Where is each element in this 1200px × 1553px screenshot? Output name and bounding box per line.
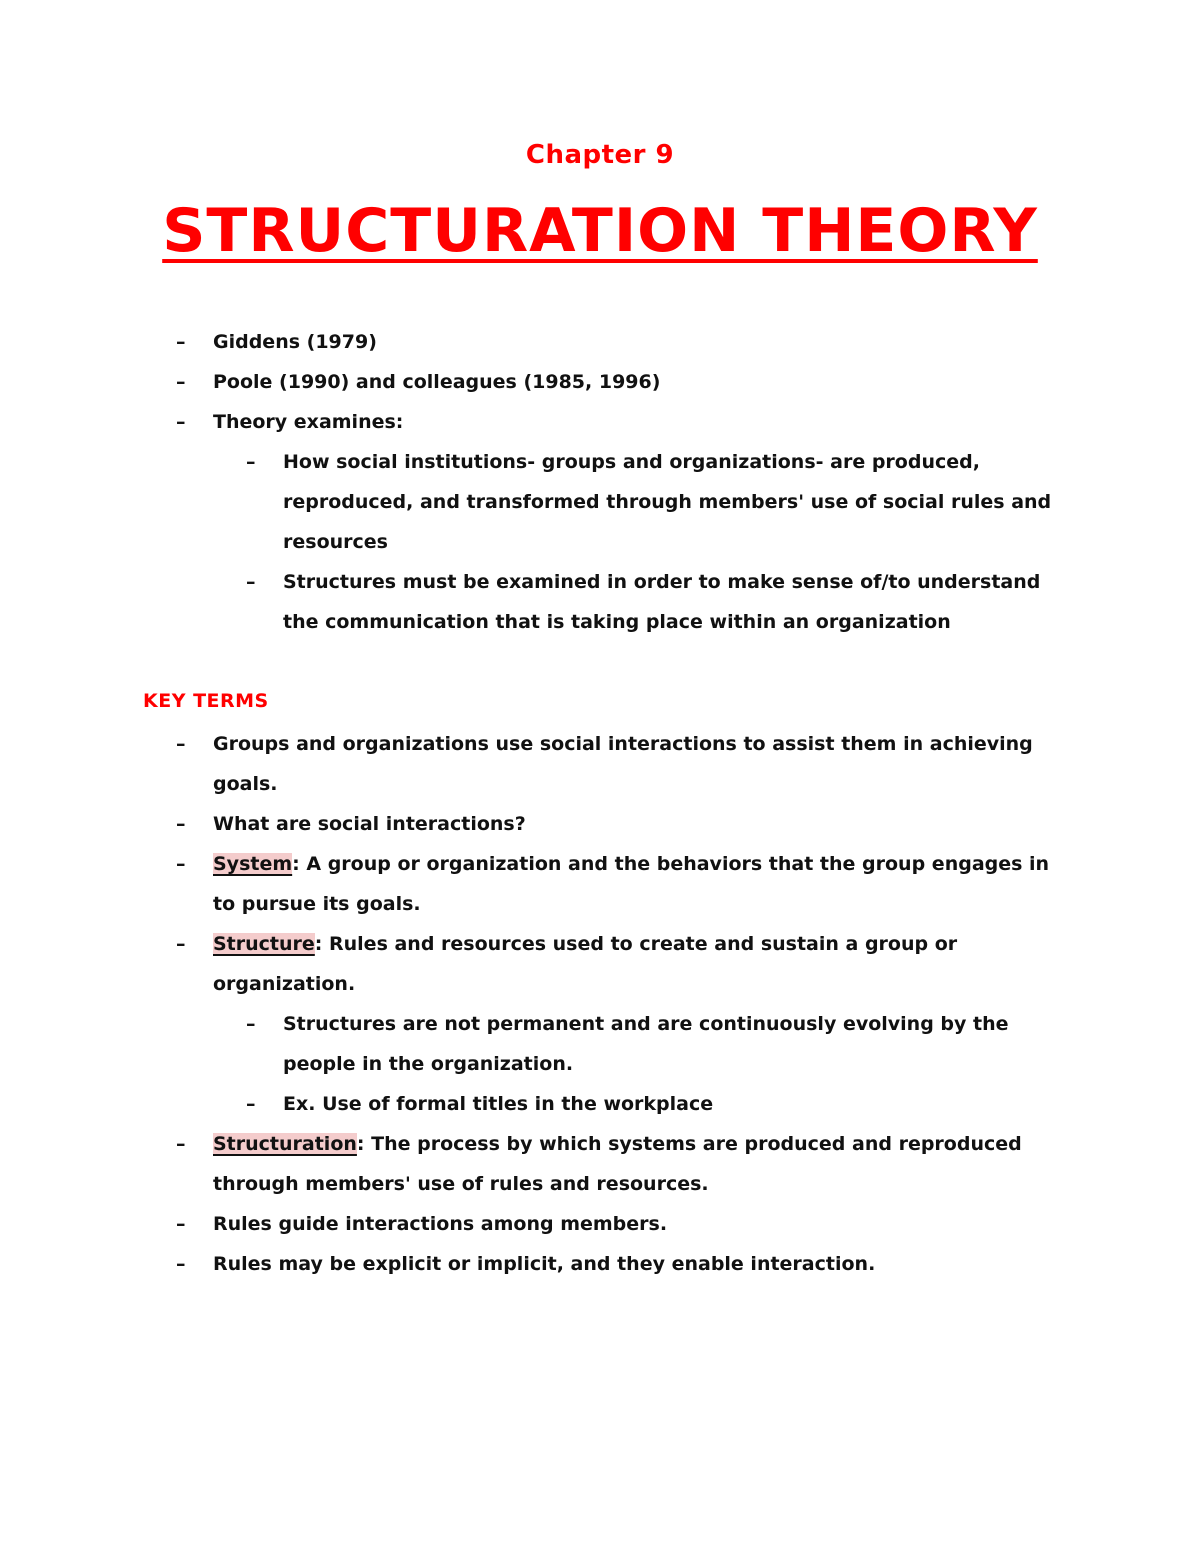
chapter-heading: Chapter 9 — [525, 140, 675, 170]
list-item — [0, 1204, 1200, 1244]
bullet-dash: – — [176, 933, 186, 955]
list-item-text: What are social interactions? — [213, 813, 526, 835]
key-terms-list — [0, 724, 1200, 1284]
term-system: System — [213, 853, 293, 875]
sub-list-item — [0, 562, 1200, 642]
term-structure: Structure — [213, 933, 315, 955]
list-item-text: Poole (1990) and colleagues (1985, 1996) — [213, 371, 661, 393]
list-item-text: Theory examines: — [213, 411, 404, 433]
list-item — [0, 804, 1200, 844]
list-item — [0, 1244, 1200, 1284]
sub-list-item — [0, 1084, 1200, 1124]
term-structuration: Structuration — [213, 1133, 357, 1155]
term-definition: : The process by which systems are produced and reproduced through members' use of rules and resources. — [213, 1133, 1022, 1195]
bullet-dash: – — [246, 571, 256, 593]
term-definition: : Rules and resources used to create and sustain a group or organization. — [213, 933, 958, 995]
intro-list — [0, 322, 1200, 642]
list-item — [0, 322, 1200, 362]
bullet-dash: – — [176, 411, 186, 433]
list-item-text: Giddens (1979) — [213, 331, 377, 353]
bullet-dash: – — [176, 813, 186, 835]
list-item — [0, 724, 1200, 804]
sub-list-item — [0, 442, 1200, 562]
bullet-dash: – — [176, 853, 186, 875]
list-item-text: Structures must be examined in order to make sense of/to understand the communication that is taking place within an organization — [283, 571, 1041, 633]
page-title: STRUCTURATION THEORY — [162, 196, 1038, 266]
list-item-system — [0, 844, 1200, 924]
term-definition: : A group or organization and the behaviors that the group engages in to pursue its goals. — [213, 853, 1050, 915]
bullet-dash: – — [176, 1133, 186, 1155]
list-item-text: Groups and organizations use social interactions to assist them in achieving goals. — [213, 733, 1033, 795]
bullet-dash: – — [246, 451, 256, 473]
list-item-text: Rules guide interactions among members. — [213, 1213, 668, 1235]
list-item — [0, 362, 1200, 402]
bullet-dash: – — [176, 331, 186, 353]
bullet-dash: – — [176, 371, 186, 393]
bullet-dash: – — [176, 733, 186, 755]
bullet-dash: – — [246, 1013, 256, 1035]
bullet-dash: – — [176, 1213, 186, 1235]
list-item-structuration — [0, 1124, 1200, 1204]
list-item-structure — [0, 924, 1200, 1004]
bullet-dash: – — [246, 1093, 256, 1115]
list-item — [0, 402, 1200, 442]
sub-list-item — [0, 1004, 1200, 1084]
list-item-text: Rules may be explicit or implicit, and they enable interaction. — [213, 1253, 876, 1275]
key-terms-heading: KEY TERMS — [143, 690, 269, 712]
list-item-text: Structures are not permanent and are continuously evolving by the people in the organization. — [283, 1013, 1009, 1075]
bullet-dash: – — [176, 1253, 186, 1275]
list-item-text: Ex. Use of formal titles in the workplace — [283, 1093, 714, 1115]
list-item-text: How social institutions- groups and organizations- are produced, reproduced, and transformed through members' use of social rules and resources — [283, 451, 1052, 553]
